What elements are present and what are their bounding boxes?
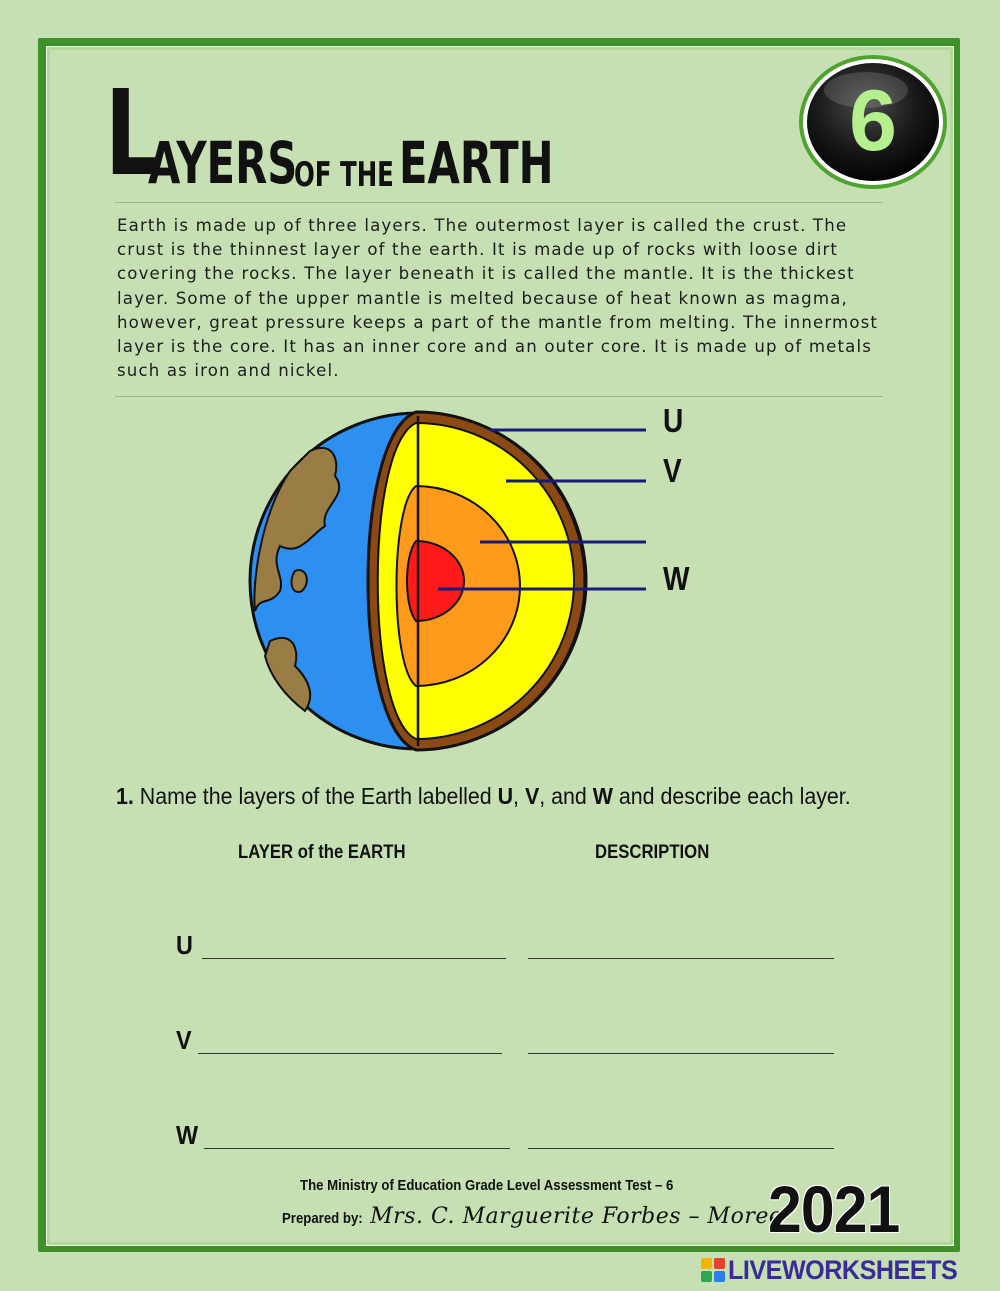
row-letter-u: U xyxy=(176,930,193,960)
title-earth: EARTH xyxy=(398,129,554,197)
question-text-after: and describe each layer. xyxy=(612,783,851,809)
description-answer-v[interactable] xyxy=(528,1031,834,1054)
question-separator: , xyxy=(513,783,525,809)
grade-number: 6 xyxy=(849,73,897,169)
column-header-description: DESCRIPTION xyxy=(595,842,710,863)
prepared-by-label: Prepared by: xyxy=(282,1210,363,1227)
question-v: V xyxy=(524,783,540,809)
worksheet-title xyxy=(105,62,613,202)
layer-answer-w[interactable] xyxy=(204,1126,510,1149)
label-v: V xyxy=(663,452,682,489)
layer-answer-v[interactable] xyxy=(198,1031,502,1054)
title-the: THE xyxy=(339,155,394,195)
liveworksheets-watermark[interactable] xyxy=(700,1256,975,1284)
year: 2021 xyxy=(768,1172,900,1246)
question-w: W xyxy=(592,783,613,809)
question-1 xyxy=(116,783,851,810)
question-separator: , and xyxy=(539,783,593,809)
label-u: U xyxy=(663,402,684,439)
earth-land xyxy=(291,570,306,592)
row-letter-v: V xyxy=(176,1025,192,1055)
grade-badge xyxy=(796,52,948,192)
liveworksheets-brand: LIVEWORKSHEETS xyxy=(728,1254,958,1285)
author-name: Mrs. C. Marguerite Forbes – Moree xyxy=(370,1204,783,1229)
intro-paragraph: Earth is made up of three layers. The outermost layer is called the crust. The crust is the thinnest layer of the earth. It is made up of rocks with loose dirt covering the rocks. The layer beneath it is called the mantle. It is the thickest layer. Some of the upper mantle is melted because of heat known as magma, however, great pressure keeps a part of the mantle from melting. The innermost layer is the core. It has an inner core and an outer core. It is made up of metals such as iron and nickel. xyxy=(117,216,879,381)
question-number: 1. xyxy=(116,783,134,809)
row-letter-w: W xyxy=(176,1120,199,1150)
liveworksheets-logo-icon xyxy=(700,1257,726,1283)
divider-top xyxy=(115,202,883,203)
column-header-layer: LAYER of the EARTH xyxy=(238,842,406,863)
description-answer-u[interactable] xyxy=(528,936,834,959)
ministry-line: The Ministry of Education Grade Level Assessment Test – 6 xyxy=(300,1177,674,1194)
prepared-by-line xyxy=(282,1204,782,1229)
title-initial: L xyxy=(105,64,158,202)
question-u: U xyxy=(497,783,514,809)
question-text-before: Name the layers of the Earth labelled xyxy=(139,783,498,809)
layer-answer-u[interactable] xyxy=(202,936,506,959)
title-layers: AYERS xyxy=(148,129,298,197)
label-w: W xyxy=(663,560,690,597)
earth-layers-diagram xyxy=(240,396,710,766)
description-answer-w[interactable] xyxy=(528,1126,834,1149)
title-of: OF xyxy=(293,155,332,195)
